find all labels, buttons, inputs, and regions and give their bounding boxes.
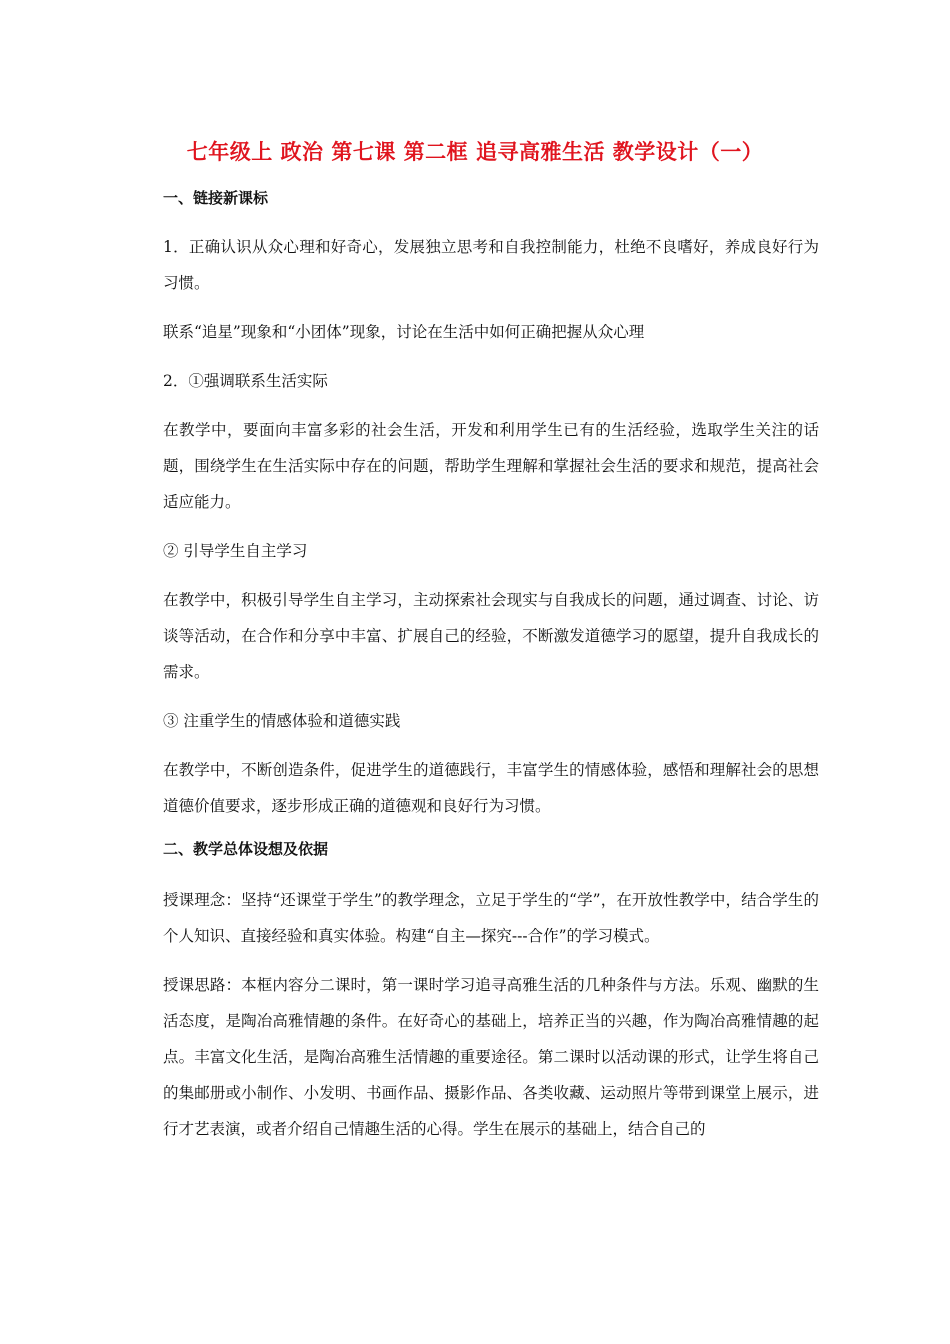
- document-body: [163, 186, 819, 1160]
- paragraph: ③ 注重学生的情感体验和道德实践: [163, 712, 401, 730]
- paragraph: 1．正确认识从众心理和好奇心，发展独立思考和自我控制能力，杜绝不良嗜好，养成良好行为习惯。: [163, 238, 819, 292]
- document-title: 七年级上 政治 第七课 第二框 追寻高雅生活 教学设计（一）: [186, 139, 764, 164]
- paragraph: 在教学中，不断创造条件，促进学生的道德践行，丰富学生的情感体验，感悟和理解社会的思想道德价值要求，逐步形成正确的道德观和良好行为习惯。: [163, 761, 819, 815]
- paragraph: ② 引导学生自主学习: [163, 542, 308, 560]
- paragraph: 授课思路：本框内容分二课时，第一课时学习追寻高雅生活的几种条件与方法。乐观、幽默的生活态度，是陶冶高雅情趣的条件。在好奇心的基础上，培养正当的兴趣，作为陶冶高雅情趣的起点。丰富文化生活，是陶冶高雅生活情趣的重要途径。第二课时以活动课的形式，让学生将自己的集邮册或小制作、小发明、书画作品、摄影作品、各类收藏、运动照片等带到课堂上展示，进行才艺表演，或者介绍自己情趣生活的心得。学生在展示的基础上，结合自己的: [163, 976, 819, 1138]
- paragraph: 在教学中，要面向丰富多彩的社会生活，开发和利用学生已有的生活经验，选取学生关注的话题，围绕学生在生活实际中存在的问题，帮助学生理解和掌握社会生活的要求和规范，提高社会适应能力。: [163, 421, 819, 511]
- paragraph: 2．①强调联系生活实际: [163, 372, 328, 390]
- paragraph: 在教学中，积极引导学生自主学习，主动探索社会现实与自我成长的问题，通过调查、讨论、访谈等活动，在合作和分享中丰富、扩展自己的经验，不断激发道德学习的愿望，提升自我成长的需求。: [163, 591, 819, 681]
- section-heading-1: 一、链接新课标: [163, 189, 269, 207]
- paragraph: 授课理念：坚持“还课堂于学生”的教学理念，立足于学生的“学”，在开放性教学中，结合学生的个人知识、直接经验和真实体验。构建“自主—探究---合作”的学习模式。: [163, 891, 819, 945]
- paragraph: 联系“追星”现象和“小团体”现象，讨论在生活中如何正确把握从众心理: [163, 323, 645, 341]
- section-heading-2: 二、教学总体设想及依据: [163, 840, 329, 858]
